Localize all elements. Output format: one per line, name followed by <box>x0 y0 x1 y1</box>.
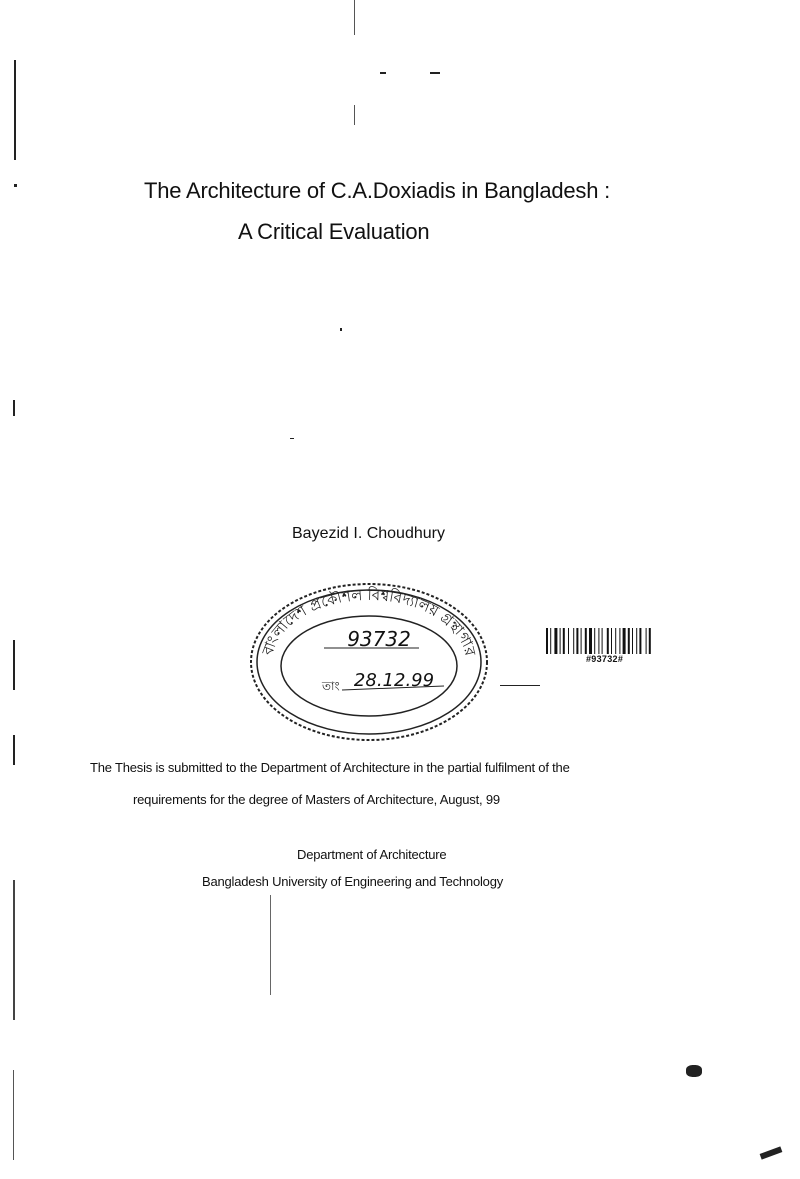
author-name: Bayezid I. Choudhury <box>292 525 445 542</box>
thesis-title-line-2: A Critical Evaluation <box>238 219 430 244</box>
department-name: Department of Architecture <box>297 847 447 862</box>
barcode-bars <box>546 628 676 654</box>
stamp-date: 28.12.99 <box>353 670 435 691</box>
thesis-title-line-1: The Architecture of C.A.Doxiadis in Bangladesh : <box>144 178 611 203</box>
stamp-accession-number: 93732 <box>347 627 411 651</box>
university-name: Bangladesh University of Engineering and Technology <box>202 874 504 889</box>
barcode-label: #93732# <box>586 654 624 664</box>
barcode <box>546 628 676 664</box>
stamp-divider <box>500 685 540 686</box>
stamp-date-prefix: তাং <box>322 679 340 693</box>
library-stamp <box>244 578 494 746</box>
submission-statement-line-1: The Thesis is submitted to the Department of Architecture in the partial fulfilment of the <box>90 760 570 775</box>
library-stamp-seal <box>244 578 494 746</box>
stamp-ring-text: বাংলাদেশ প্রকৌশল বিশ্ববিদ্যালয় গ্রন্থাগার <box>258 585 480 658</box>
submission-statement-line-2: requirements for the degree of Masters of Architecture, August, 99 <box>133 792 500 807</box>
